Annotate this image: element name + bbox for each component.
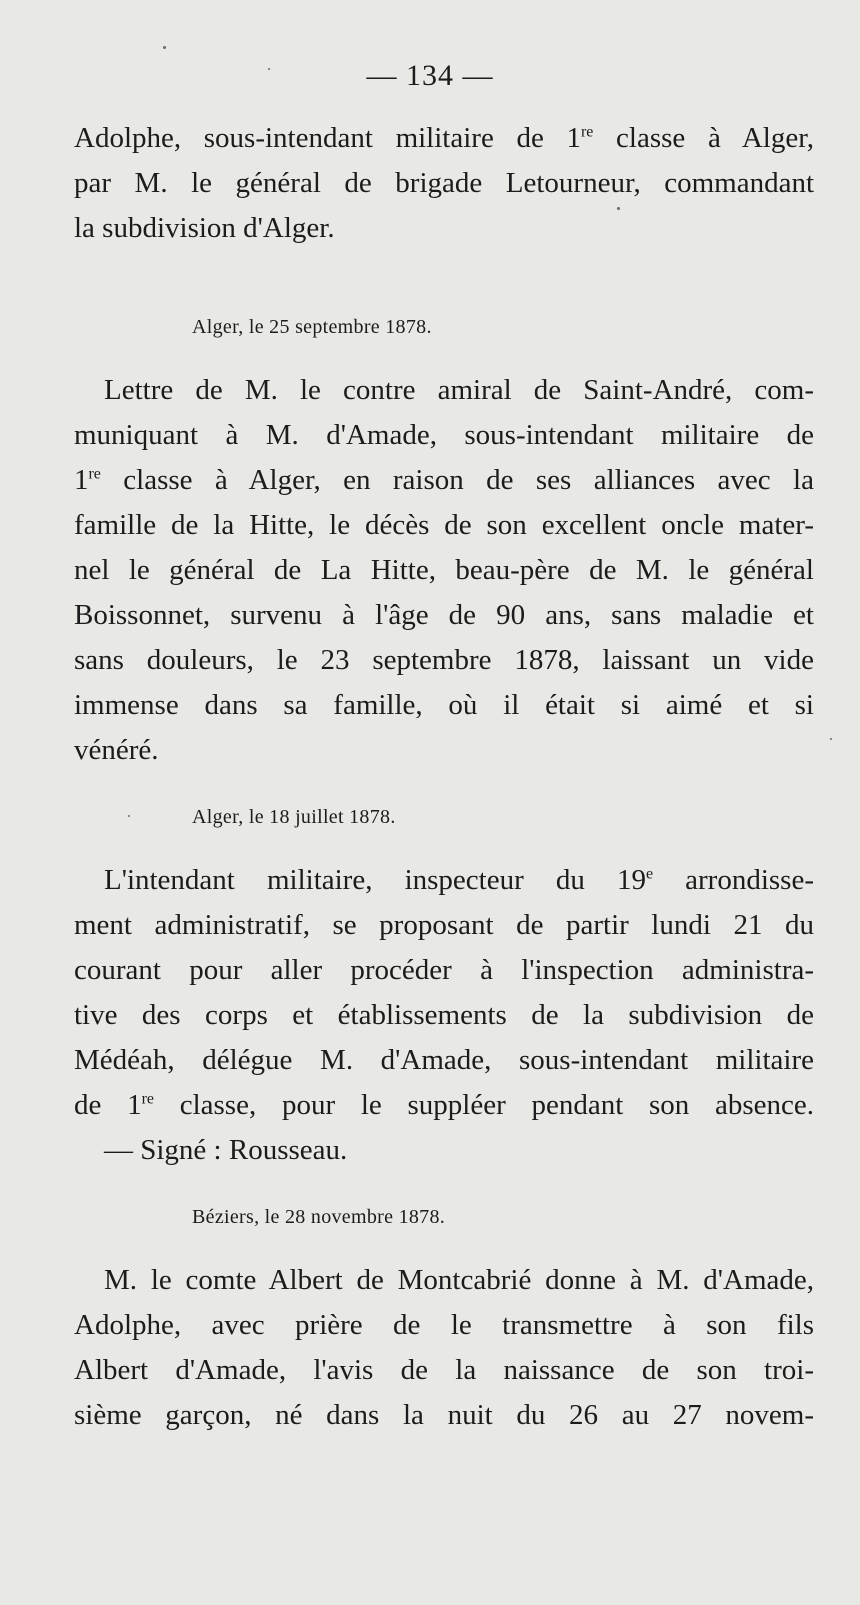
paragraph-intendant-delegation <box>74 858 814 1173</box>
page-number: — 134 — <box>366 59 494 92</box>
text-line: de 1re classe, pour le suppléer pendant son absence. <box>74 1089 814 1121</box>
text-line: sième garçon, né dans la nuit du 26 au 27 novem- <box>74 1399 814 1431</box>
text-line: vénéré. <box>74 734 159 766</box>
paper-speck <box>830 738 832 740</box>
paragraph-appointment-continuation <box>74 116 814 251</box>
text-line: tive des corps et établissements de la subdivision de <box>74 999 814 1031</box>
paragraph-birth-announcement <box>74 1258 814 1438</box>
text-line: Adolphe, sous-intendant militaire de 1re classe à Alger, <box>74 122 814 154</box>
text-line: — Signé : Rousseau. <box>104 1134 348 1166</box>
dateline: Alger, le 18 juillet 1878. <box>192 806 396 828</box>
text-line: 1re classe à Alger, en raison de ses alliances avec la <box>74 464 814 496</box>
paper-speck <box>268 68 270 70</box>
text-line: M. le comte Albert de Montcabrié donne à M. d'Amade, <box>104 1264 814 1296</box>
paragraph-letter-saint-andre <box>74 368 814 773</box>
text-line: famille de la Hitte, le décès de son excellent oncle mater- <box>74 509 814 541</box>
text-line: courant pour aller procéder à l'inspection administra- <box>74 954 814 986</box>
text-line: Boissonnet, survenu à l'âge de 90 ans, sans maladie et <box>74 599 814 631</box>
paper-speck <box>163 46 166 49</box>
dateline: Béziers, le 28 novembre 1878. <box>192 1206 446 1228</box>
text-line: par M. le général de brigade Letourneur, commandant <box>74 167 814 199</box>
text-line: muniquant à M. d'Amade, sous-intendant militaire de <box>74 419 814 451</box>
paper-speck <box>617 207 620 210</box>
text-line: Médéah, délégue M. d'Amade, sous-intendant militaire <box>74 1044 814 1076</box>
text-line: immense dans sa famille, où il était si aimé et si <box>74 689 814 721</box>
text-line: L'intendant militaire, inspecteur du 19e arrondisse- <box>104 864 814 896</box>
text-line: Albert d'Amade, l'avis de la naissance de son troi- <box>74 1354 814 1386</box>
text-line: la subdivision d'Alger. <box>74 212 335 244</box>
text-line: Adolphe, avec prière de le transmettre à son fils <box>74 1309 814 1341</box>
dateline: Alger, le 25 septembre 1878. <box>192 316 432 338</box>
paper-speck <box>128 815 130 817</box>
text-line: nel le général de La Hitte, beau-père de M. le général <box>74 554 814 586</box>
text-line: sans douleurs, le 23 septembre 1878, laissant un vide <box>74 644 814 676</box>
text-line: Lettre de M. le contre amiral de Saint-André, com- <box>104 374 814 406</box>
text-line: ment administratif, se proposant de partir lundi 21 du <box>74 909 814 941</box>
